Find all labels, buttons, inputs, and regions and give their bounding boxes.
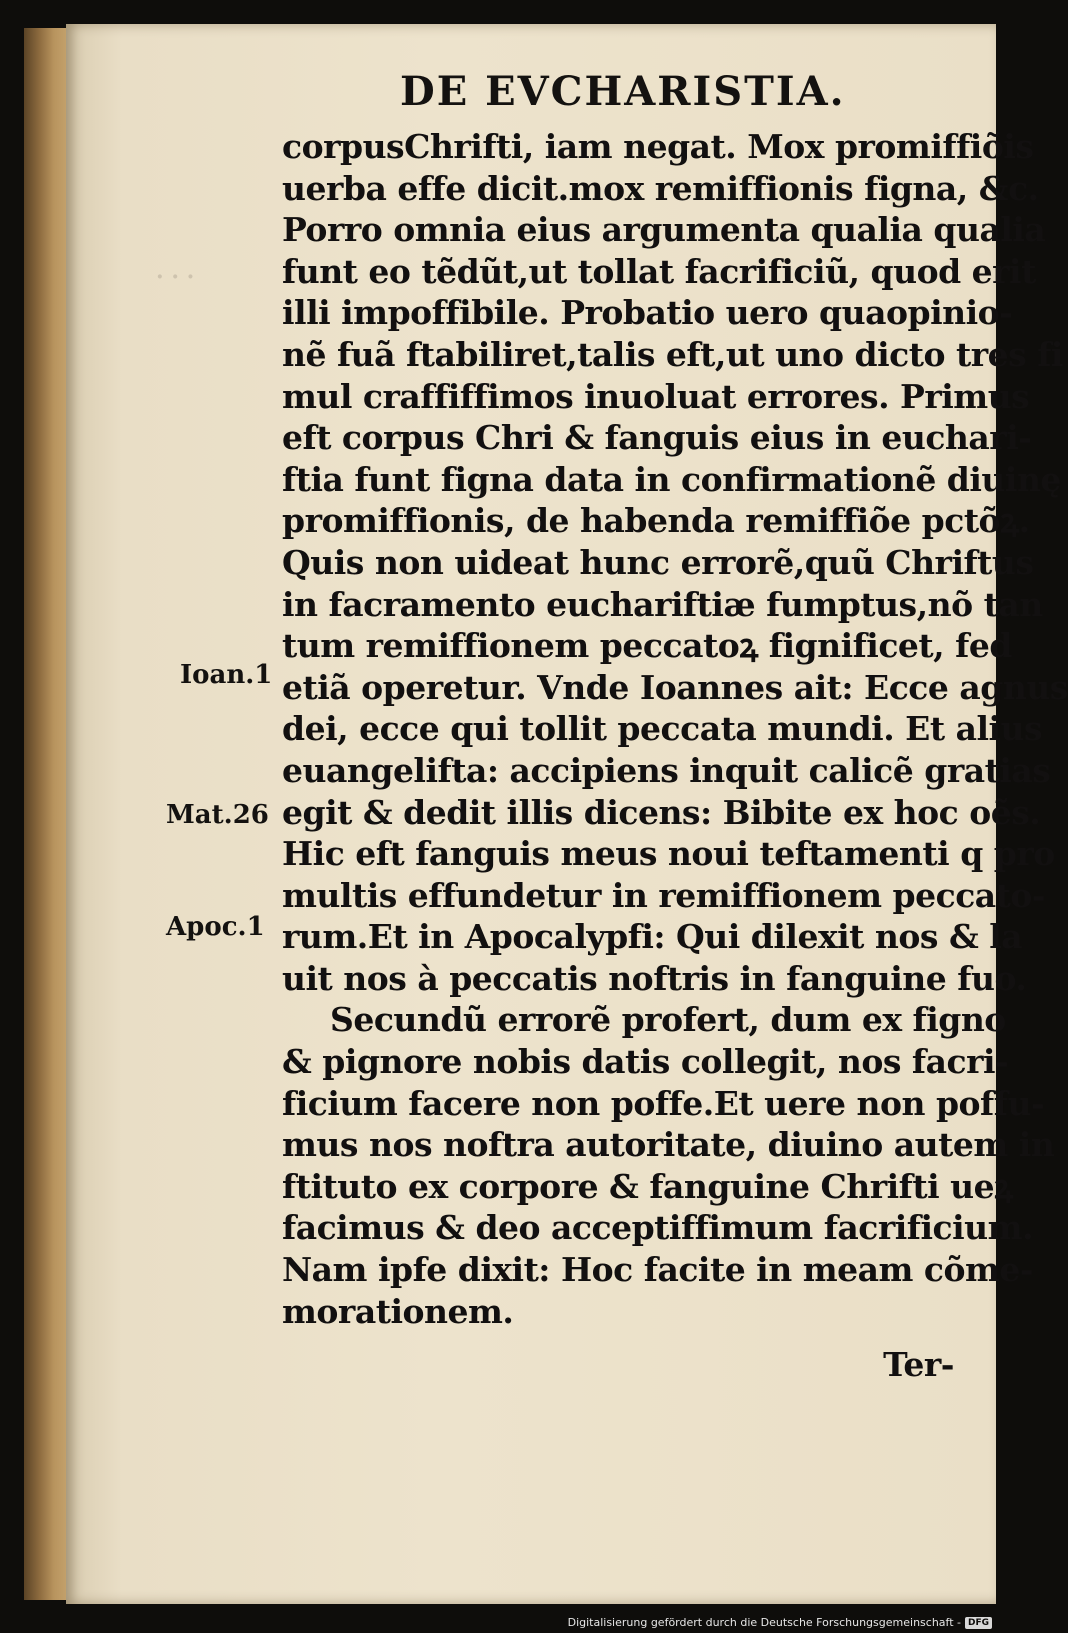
text-line: rum.Et in Apocalypfi: Qui dilexit nos & la — [282, 917, 1023, 957]
text-line: dei, ecce qui tollit peccata mundi. Et alius — [282, 709, 1043, 749]
text-line: euangelifta: accipiens inquit calicẽ gratias — [282, 750, 1051, 790]
text-line: uerba effe dicit.mox remiffionis figna, &c. — [282, 168, 1039, 208]
digitization-credit — [568, 1616, 992, 1629]
text-line: mul craffiffimos inuoluat errores. Primus — [282, 376, 1030, 416]
text-line: multis effundetur in remiffionem peccato- — [282, 875, 1046, 915]
text-line: corpusChrifti, iam negat. Mox promiffiõis — [282, 127, 1034, 166]
text-line: egit & dedit illis dicens: Bibite ex hoc oẽs. — [282, 792, 1041, 832]
dfg-logo: DFG — [965, 1617, 992, 1629]
text-line: Nam ipfe dixit: Hoc facite in meam cõme- — [282, 1250, 1034, 1290]
text-line: promiffionis, de habenda remiffiõe pctõꝝ. — [282, 501, 1030, 541]
text-line: mus nos noftra autoritate, diuino autem in — [282, 1125, 1055, 1165]
text-line: Secundũ errorẽ profert, dum ex figno — [330, 1000, 1006, 1040]
catchword: Ter- — [883, 1345, 954, 1385]
marginal-note: Mat.26 — [166, 800, 269, 830]
text-line: Quis non uideat hunc errorẽ,quũ Chriftus — [282, 542, 1034, 582]
text-line: in facramento euchariftiæ fumptus,nõ tan — [282, 584, 1043, 624]
text-line: tum remiffionem peccatoꝝ fignificet, fed — [282, 626, 1012, 666]
marginal-note: Ioan.1 — [180, 660, 273, 690]
text-line: ficium facere non poffe.Et uere non poffu- — [282, 1083, 1045, 1123]
text-line: Hic eft fanguis meus noui teftamenti q pro — [282, 834, 1055, 874]
text-line: illi impoffibile. Probatio uero quaopinio- — [282, 293, 1013, 333]
text-line: Porro omnia eius argumenta qualia qualia — [282, 210, 1046, 250]
text-line: facimus & deo acceptiffimum facrificium. — [282, 1208, 1034, 1248]
text-line: funt eo tẽdũt,ut tollat facrificiũ, quod erit — [282, 251, 1036, 291]
bleed-through-text: · · · — [156, 264, 195, 290]
credit-text: Digitalisierung gefördert durch die Deutsche Forschungsgemeinschaft - — [567, 1616, 961, 1629]
text-line: nẽ fuã ftabiliret,talis eft,ut uno dicto tres fi — [282, 334, 1063, 374]
body-text — [282, 126, 1068, 1386]
text-line: ftituto ex corpore & fanguine Chrifti ueꝝ — [282, 1166, 1013, 1206]
text-line: ftia funt figna data in confirmationẽ diuinę — [282, 459, 1061, 499]
text-line: etiã operetur. Vnde Ioannes ait: Ecce agnus — [282, 667, 1068, 707]
text-line: & pignore nobis datis collegit, nos facri- — [282, 1042, 1009, 1082]
text-line: uit nos à peccatis noftris in fanguine fuo. — [282, 958, 1027, 998]
text-line: morationem. — [282, 1291, 514, 1331]
running-head: DE EVCHARISTIA. — [400, 68, 846, 115]
marginal-note: Apoc.1 — [166, 912, 265, 942]
text-line: eft corpus Chri & fanguis eius in euchari- — [282, 418, 1032, 458]
